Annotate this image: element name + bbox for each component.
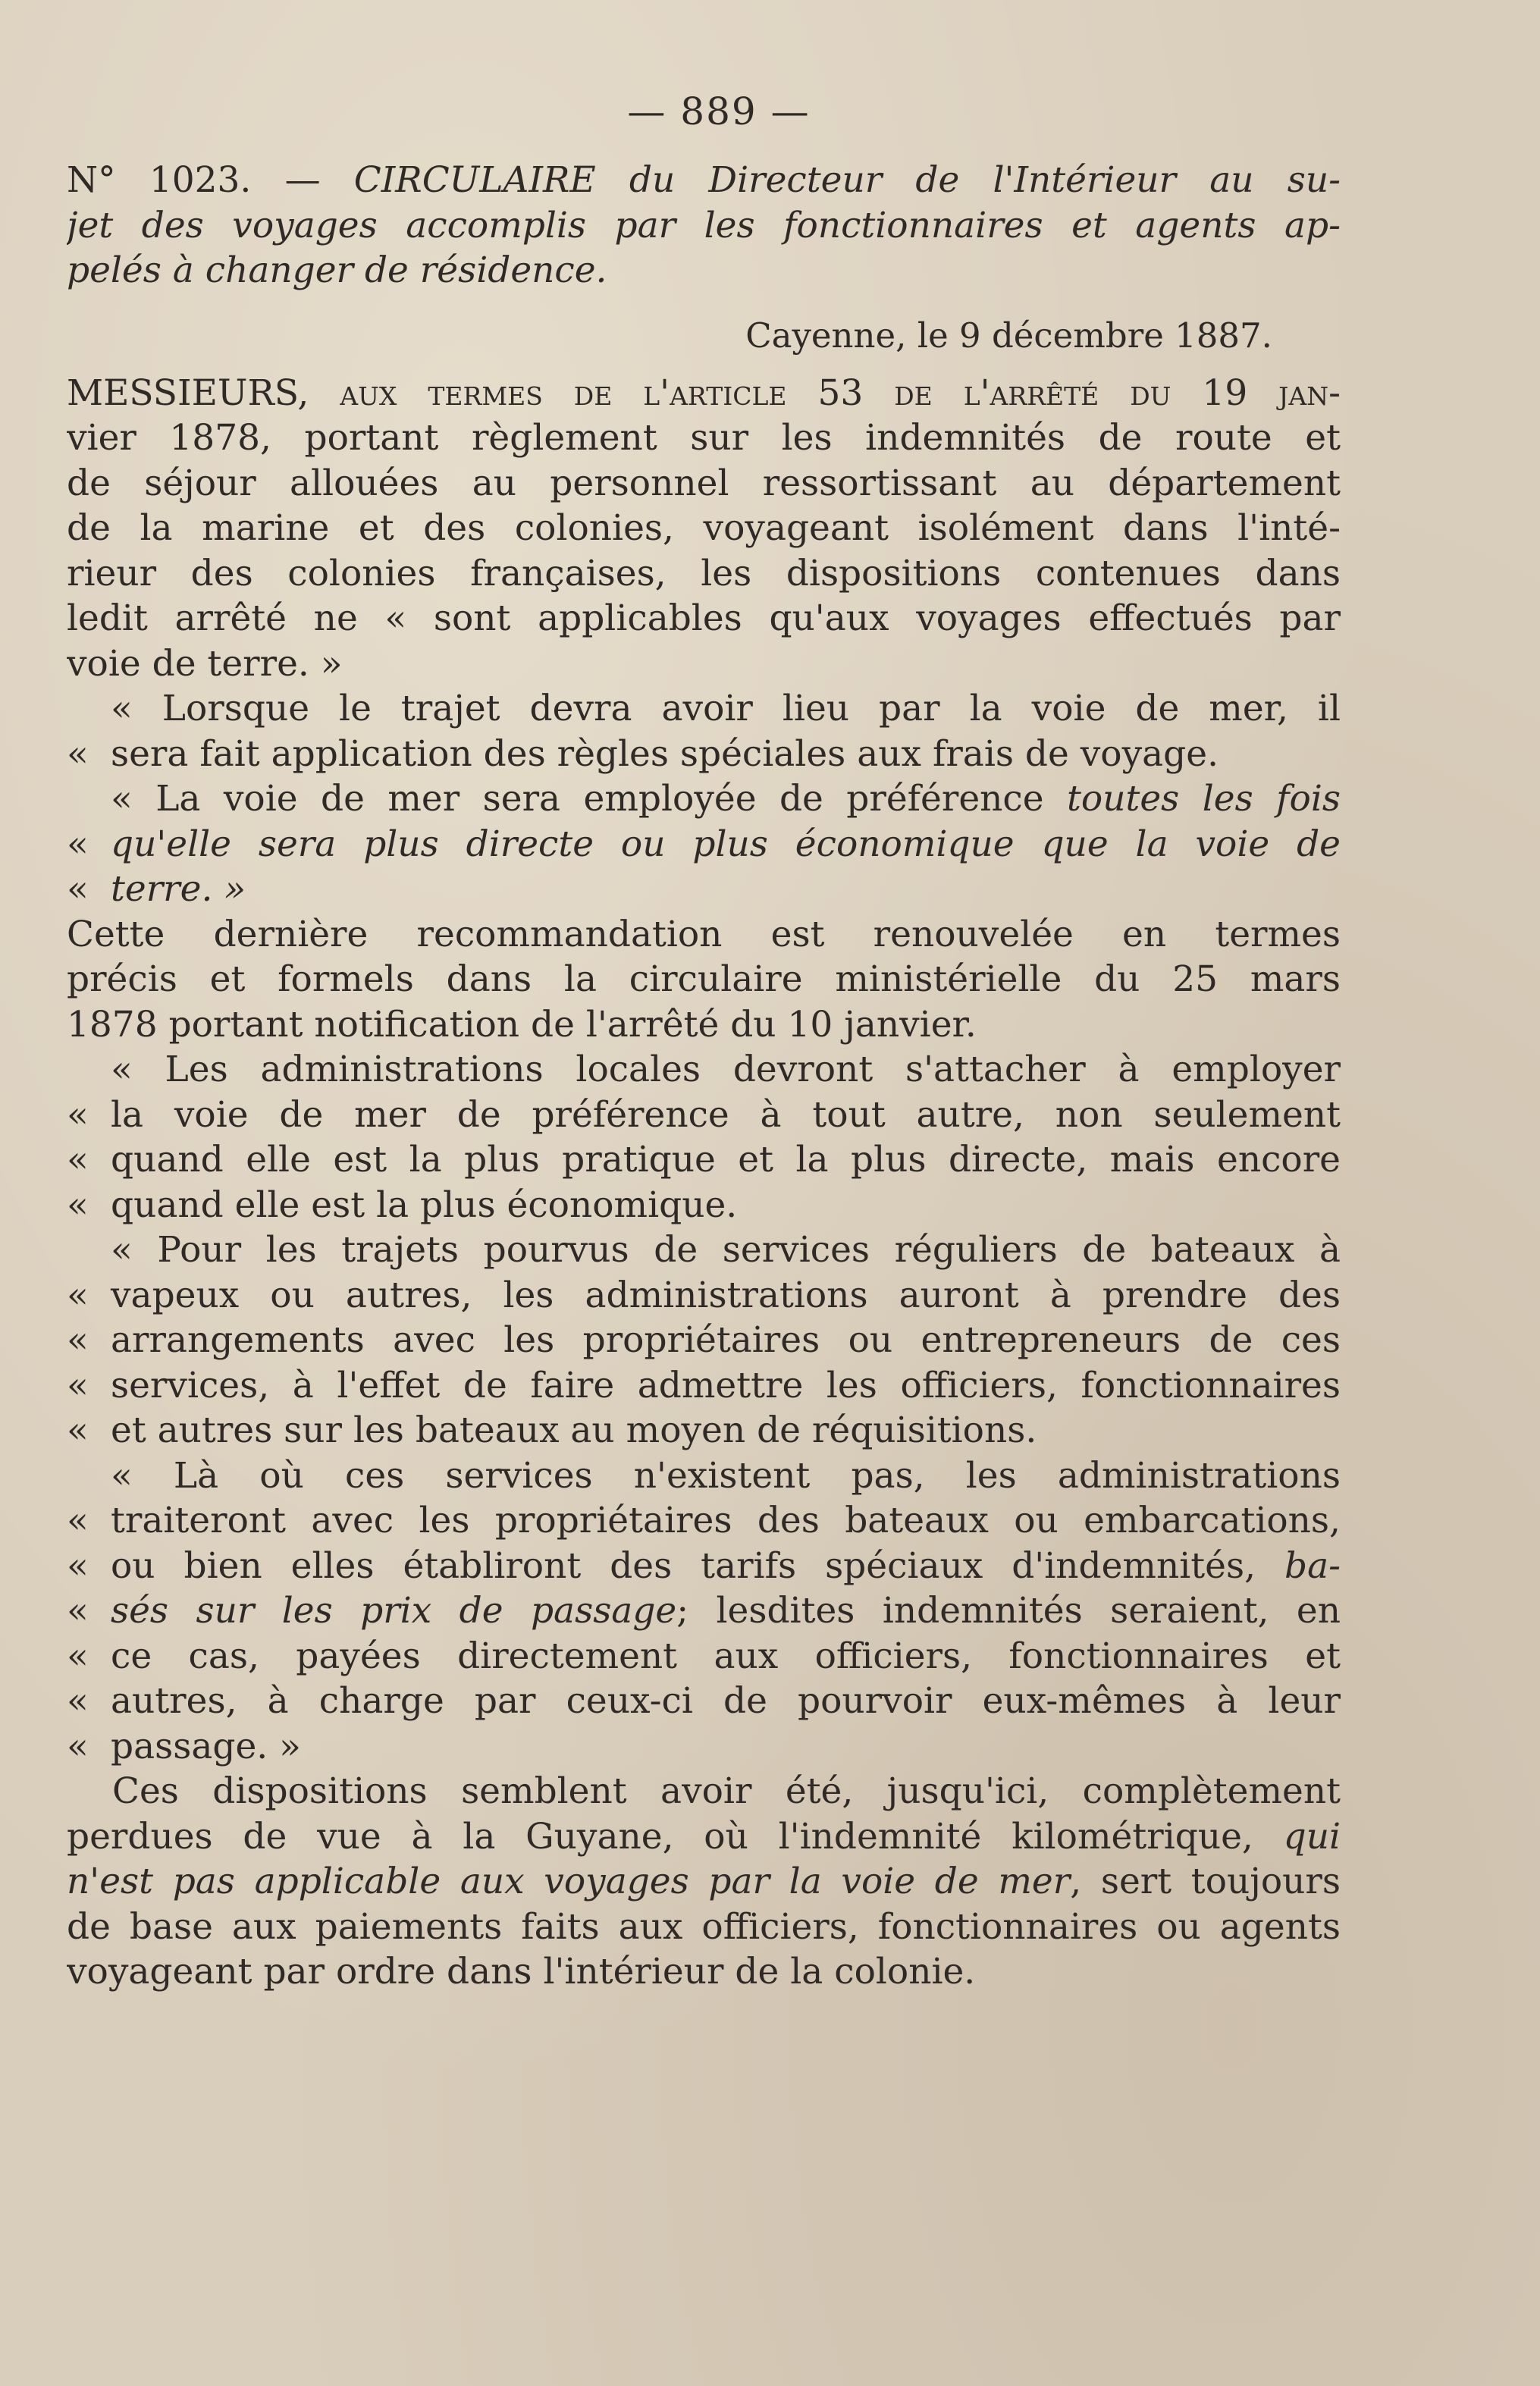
quote-line: [67, 1047, 1341, 1093]
text-line: précis et formels dans la circulaire ministérielle du 25 mars: [67, 958, 1341, 1000]
quote-text: [111, 776, 1341, 822]
circular-number: N° 1023.: [67, 159, 252, 201]
quote-margin: «: [67, 1500, 89, 1541]
text-line: 1878 portant notification de l'arrêté du 10 janvier.: [67, 1003, 977, 1046]
quote-margin: «: [67, 1544, 89, 1587]
quote-text-plain: « La voie de mer sera employée de préférence: [111, 778, 1068, 820]
quote-text: « Là où ces services n'existent pas, les administrations: [111, 1454, 1341, 1497]
quote-line: [67, 776, 1341, 822]
text-italic: n'est pas applicable aux voyages par la voie de mer: [67, 1861, 1071, 1902]
text-line: de base aux paiements faits aux officiers, fonctionnaires ou agents: [67, 1905, 1341, 1948]
quote-text: quand elle est la plus pratique et la plus directe, mais encore: [111, 1139, 1341, 1180]
quote-margin: «: [67, 823, 89, 865]
heading-line-3: pelés à changer de résidence.: [67, 249, 607, 291]
quote-text: vapeux ou autres, les administrations auront à prendre des: [111, 1274, 1341, 1316]
text-plain: , sert toujours: [1070, 1861, 1341, 1902]
quote-text-italic: toutes les fois: [1067, 778, 1341, 820]
text-line: [67, 371, 1341, 416]
quote-text: quand elle est la plus économique.: [111, 1184, 738, 1226]
quote-text-plain: ; lesdites indemnités seraient, en: [676, 1590, 1341, 1632]
quote-line: [67, 1453, 1341, 1499]
quote-line: [67, 1588, 1341, 1634]
text-line: de la marine et des colonies, voyageant isolément dans l'inté-: [67, 507, 1341, 549]
quote-line: [67, 1544, 1341, 1589]
quote-line: [67, 1634, 1341, 1679]
quote-text: ce cas, payées directement aux officiers, fonctionnaires et: [111, 1635, 1341, 1677]
heading-title-line-1: CIRCULAIRE du Directeur de l'Intérieur au su-: [353, 159, 1341, 201]
text-plain: perdues de vue à la Guyane, où l'indemnité kilométrique,: [67, 1815, 1284, 1858]
quote-margin: [67, 686, 111, 732]
quote-line: [67, 1498, 1341, 1544]
quote-text: terre. »: [111, 868, 246, 910]
quote-margin: «: [67, 1093, 89, 1136]
quote-margin: [67, 1227, 111, 1273]
quote-text: sera fait application des règles spéciales aux frais de voyage.: [111, 732, 1219, 775]
quote-line: [67, 1273, 1341, 1318]
circular-heading: [67, 158, 1341, 293]
quote-margin: «: [67, 732, 89, 775]
text-line: [67, 1814, 1341, 1860]
quote-line: [67, 1183, 1341, 1228]
quote-line: [67, 822, 1341, 867]
heading-line-2: jet des voyages accomplis par les fonctionnaires et agents ap-: [67, 204, 1341, 246]
text-italic: qui: [1283, 1815, 1341, 1858]
quote-line: [67, 732, 1341, 777]
text-line: voyageant par ordre dans l'intérieur de la colonie.: [67, 1951, 976, 1993]
text-line: [67, 1859, 1341, 1905]
quote-margin: [67, 1453, 111, 1499]
text-line: vier 1878, portant règlement sur les indemnités de route et: [67, 417, 1341, 459]
document-page: [67, 89, 1341, 1995]
quote-line: [67, 867, 1341, 912]
quote-margin: «: [67, 1274, 89, 1316]
quote-text: traiteront avec les propriétaires des bateaux ou embarcations,: [111, 1500, 1341, 1541]
quote-text-plain: ou bien elles établiront des tarifs spéciaux d'indemnités,: [111, 1544, 1284, 1587]
dateline: Cayenne, le 9 décembre 1887.: [745, 315, 1272, 356]
heading-line-1: [67, 158, 1341, 203]
quote-text-italic: sés sur les prix de passage: [111, 1590, 677, 1632]
heading-dash: —: [284, 159, 321, 201]
quote-margin: «: [67, 1590, 89, 1632]
quote-line: [67, 1679, 1341, 1724]
text-line: Cette dernière recommandation est renouvelée en termes: [67, 913, 1341, 955]
quote-margin: [67, 776, 111, 822]
quote-line: [67, 686, 1341, 732]
quote-margin: «: [67, 1184, 89, 1226]
quote-margin: [67, 1047, 111, 1093]
quote-margin: «: [67, 1635, 89, 1677]
quote-margin: «: [67, 868, 89, 910]
quote-text: autres, à charge par ceux-ci de pourvoir eux-mêmes à leur: [111, 1680, 1341, 1722]
quote-text: services, à l'effet de faire admettre les officiers, fonctionnaires: [111, 1364, 1341, 1406]
quote-line: [67, 1137, 1341, 1183]
quote-line: [67, 1318, 1341, 1363]
quote-line: [67, 1227, 1341, 1273]
circular-body: [67, 371, 1341, 1995]
quote-text: [111, 1544, 1341, 1589]
salutation: MESSIEURS, aux termes de l'article 53 de l'arrêté du 19 jan-: [67, 372, 1341, 414]
quote-margin: «: [67, 1409, 89, 1451]
quote-text: qu'elle sera plus directe ou plus économique que la voie de: [111, 823, 1341, 865]
text-line: rieur des colonies françaises, les dispositions contenues dans: [67, 552, 1341, 594]
quote-margin: «: [67, 1680, 89, 1722]
text-line: voie de terre. »: [67, 642, 343, 685]
quote-text: « Pour les trajets pourvus de services réguliers de bateaux à: [111, 1229, 1341, 1271]
quote-text: la voie de mer de préférence à tout autre, non seulement: [111, 1093, 1341, 1136]
quote-line: [67, 1363, 1341, 1409]
page-number: — 889 —: [627, 89, 811, 133]
quote-text: passage. »: [111, 1725, 301, 1767]
text-line: ledit arrêté ne « sont applicables qu'aux voyages effectués par: [67, 597, 1341, 639]
quote-line: [67, 1093, 1341, 1138]
quote-margin: «: [67, 1725, 89, 1767]
quote-text: [111, 1588, 1341, 1634]
quote-text: et autres sur les bateaux au moyen de réquisitions.: [111, 1409, 1037, 1451]
quote-text: arrangements avec les propriétaires ou entrepreneurs de ces: [111, 1319, 1341, 1361]
quote-margin: «: [67, 1139, 89, 1180]
quote-margin: «: [67, 1364, 89, 1406]
quote-line: [67, 1724, 1341, 1770]
quote-text: « Lorsque le trajet devra avoir lieu par la voie de mer, il: [111, 688, 1341, 729]
text-line: Ces dispositions semblent avoir été, jusqu'ici, complètement: [112, 1770, 1341, 1812]
quote-text: « Les administrations locales devront s'attacher à employer: [111, 1049, 1341, 1090]
text-line: de séjour allouées au personnel ressortissant au département: [67, 462, 1341, 504]
quote-text-italic: ba-: [1284, 1544, 1341, 1587]
quote-line: [67, 1408, 1341, 1453]
quote-margin: «: [67, 1319, 89, 1361]
